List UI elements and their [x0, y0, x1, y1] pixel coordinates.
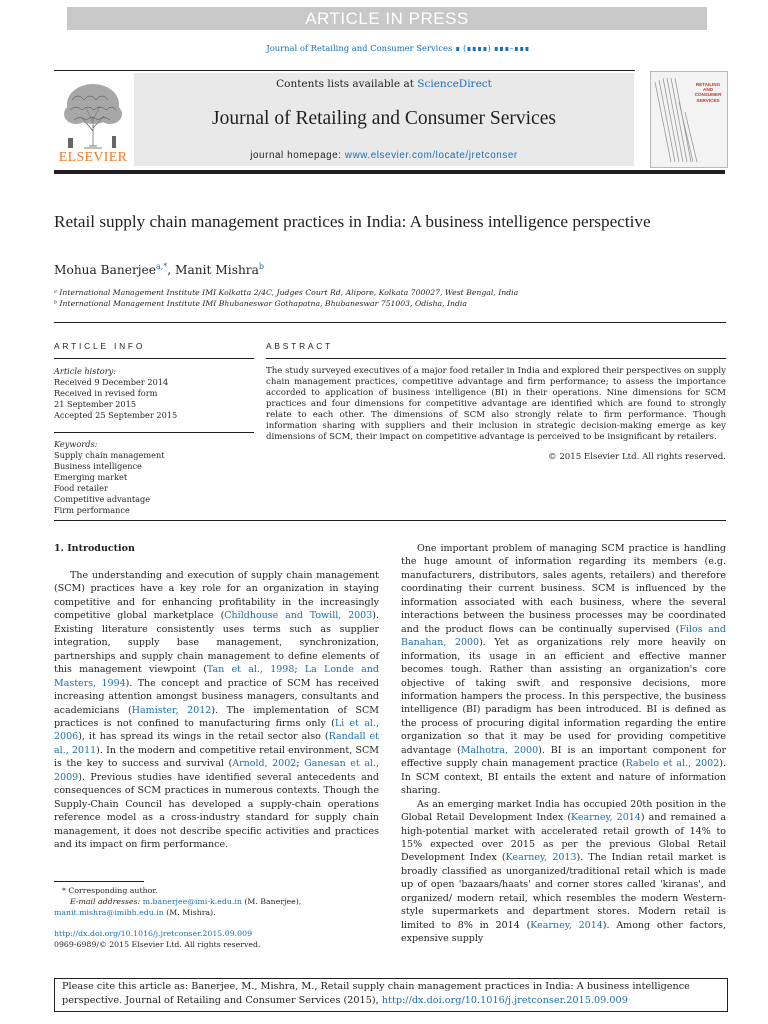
email-line [54, 908, 384, 919]
abstract-copyright: © 2015 Elsevier Ltd. All rights reserved. [548, 452, 726, 462]
citation-doi-link[interactable]: http://dx.doi.org/10.1016/j.jretconser.2015.09.009 [381, 994, 628, 1006]
keywords-list [54, 439, 254, 516]
text-run: ) and remained a high-potential market with accelerated retail growth of 14% to 15% expected over 2015 as per the previous Global Retail Development Index ( [401, 812, 726, 864]
text-run: ). The implementation of SCM practices is not confined to manufacturing firms only ( [54, 704, 380, 729]
article-title: Retail supply chain management practices in India: A business intelligence perspective [54, 212, 651, 231]
text-run: ). Previous studies have identified several antecedents and consequences of SCM practices in numerous contexts. Though the Supply-Chain Council has developed a supply-chain operations reference model as a cross-industry standard for supply chain management, it does not describe specific activities and practices and its impact on firm performance. [54, 771, 379, 851]
corresponding-author-note: * Corresponding author. [62, 886, 158, 895]
citation-link[interactable]: Kearney, 2014 [571, 812, 641, 824]
elsevier-wordmark: ELSEVIER [58, 150, 128, 165]
citation-link[interactable]: Hamister, 2012 [131, 704, 212, 716]
history-item: 21 September 2015 [54, 399, 137, 409]
text-run: ), it has spread its wings in the retail sector also ( [78, 731, 329, 743]
text-run: ). Among other factors, expensive supply [401, 919, 726, 945]
email-line [54, 897, 384, 908]
author-name: Manit Mishra [175, 263, 259, 277]
keyword-item: Competitive advantage [54, 494, 151, 504]
rule-abstract-heading [266, 358, 726, 359]
email-owner: (M. Mishra). [163, 907, 216, 917]
journal-title: Journal of Retailing and Consumer Services [212, 108, 556, 129]
affiliation-b: ᵇ International Management Institute IMI Bhubaneswar Gothapatna, Bhubaneswar 751003, Odisha, India [54, 299, 467, 308]
paragraph [401, 542, 726, 798]
author-separator: , [167, 263, 176, 277]
paragraph [401, 798, 726, 946]
history-item: Received 9 December 2014 [54, 377, 169, 387]
citation-link[interactable]: Arnold, 2002 [232, 758, 297, 770]
keywords-label: Keywords: [54, 439, 98, 449]
abstract-text: The study surveyed executives of a major food retailer in India and explored their perspectives on supply chain management practices, competitive advantage and firm performance; to assess the importance accorded to application of business intelligence (BI) in their operations. Nine dimensions for SCM practices and four dimensions for competitive advantage are identified which are found to strongly relate to each other. The dimensions of SCM also strongly relate to firm performance. Though information sharing with suppliers and their inclusion in strategic decision-making emerge as key dimensions of SCM, their impact on competitive advantage is perceived to be insignificant by retailers. [266, 366, 726, 443]
citation-box [54, 978, 728, 1012]
citation-link[interactable]: Tan et al., 1998 [206, 664, 295, 676]
sciencedirect-link[interactable]: ScienceDirect [417, 78, 492, 90]
email-link[interactable]: m.banerjee@imi-k.edu.in [142, 896, 242, 906]
paragraph [54, 569, 379, 852]
homepage-prefix: journal homepage: [250, 150, 345, 161]
history-label: Article history: [54, 366, 116, 376]
header-rule-bottom [54, 170, 725, 174]
contents-available-line [134, 78, 634, 90]
email-owner: (M. Banerjee), [241, 896, 302, 906]
text-run: ; [296, 758, 305, 770]
text-run: ). The concept and practice of SCM has received increasing attention amongst business managers, consultants and academicians ( [54, 677, 379, 716]
citation-text: Please cite this article as: Banerjee, M., Mishra, M., Retail supply chain management practices in India: A business intelligence perspective. Journal of Retailing and Consumer Services (2015), [62, 981, 690, 1006]
text-run: ; [294, 664, 305, 676]
citation-link[interactable]: Childhouse and Towill, 2003 [224, 610, 373, 622]
author-list [54, 262, 264, 277]
citation-link[interactable]: Li et al., 2006 [54, 717, 379, 743]
keyword-item: Firm performance [54, 505, 130, 515]
body-column-right [401, 542, 726, 946]
citation-link[interactable]: Filos and Banahan, 2000 [401, 623, 726, 649]
history-item: Received in revised form [54, 388, 158, 398]
citation-link[interactable]: Kearney, 2013 [505, 852, 577, 864]
author-affiliation-mark[interactable]: b [258, 262, 265, 271]
text-run: ). Existing literature consistently uses terms such as supplier integration, supply base management, synchronization, partnerships and supply chain management to define elements of this management viewpoint ( [54, 610, 379, 676]
keyword-item: Food retailer [54, 483, 108, 493]
issn-line: 0969-6989/© 2015 Elsevier Ltd. All rights reserved. [54, 939, 261, 949]
citation-link[interactable]: Randall et al., 2011 [54, 731, 379, 756]
text-run: ). In SCM context, BI entails the extent and nature of information sharing. [401, 758, 726, 797]
email-link[interactable]: manit.mishra@imibh.edu.in [54, 907, 164, 917]
body-column-left [54, 569, 379, 852]
article-info-heading: ARTICLE INFO [54, 341, 146, 351]
citation-link[interactable]: Rabelo et al., 2002 [625, 758, 720, 770]
article-in-press-banner: ARTICLE IN PRESS [67, 7, 707, 30]
keyword-item: Emerging market [54, 472, 128, 482]
rule-between-history-keywords [54, 432, 254, 433]
text-run: ). BI is an important component for effective supply chain management practice ( [401, 744, 726, 770]
article-history [54, 366, 254, 421]
history-item: Accepted 25 September 2015 [54, 410, 178, 420]
abstract-heading: ABSTRACT [266, 341, 334, 351]
citation-link[interactable]: Ganesan et al., 2009 [54, 758, 380, 783]
text-run: ). The Indian retail market is broadly classified as unorganized/traditional retail which is made up of open 'bazaars/haats' and corner stores called 'kiranas', and organized/ modern retail, which resembles the modern Western-style supermarkets and department stores. Modern retail is limited to 8% in 2014 ( [401, 852, 726, 931]
header-rule-top [54, 70, 635, 71]
contents-prefix: Contents lists available at [276, 78, 418, 90]
rule-info-heading [54, 358, 254, 359]
journal-cover-thumbnail [650, 71, 728, 168]
text-run: ). In the modern and competitive retail environment, SCM is the key to success and survival ( [54, 744, 379, 770]
author-affiliation-mark[interactable]: a,* [155, 262, 168, 271]
doi-link[interactable]: http://dx.doi.org/10.1016/j.jretconser.2015.09.009 [54, 929, 253, 938]
rule-above-info [54, 322, 726, 323]
citation-link[interactable]: Kearney, 2014 [530, 919, 603, 931]
footnote-rule [54, 881, 144, 882]
affiliation-a: ᵃ International Management Institute IMI Kolkatta 2/4C, Judges Court Rd, Alipore, Kolkata 700027, West Bengal, India [54, 288, 519, 297]
journal-reference-link[interactable]: Journal of Retailing and Consumer Services ∎ (∎∎∎∎) ∎∎∎–∎∎∎ [266, 43, 530, 53]
text-run: One important problem of managing SCM practice is handling the huge amount of information regarding its members (e.g. manufacturers, distributors, sales agents, retailers) and therefore coordinating their current business. SCM is influenced by the information associated with each business, where the several interactions between the business processes may be coordinated and the product flows can be continually supervised ( [401, 543, 726, 635]
rule-below-abstract [54, 520, 726, 521]
journal-homepage-line [134, 150, 634, 161]
citation-link[interactable]: Malhotra, 2000 [460, 744, 539, 756]
doi-block [54, 929, 260, 951]
text-run: ). Yet as organizations rely more heavily on information, its usage in an efficient and effective manner becomes tough. Rather than assisting an organization's core objective of taking swift and responsive decisions, more information hampers the process. In this perspective, the business intelligence (BI) paradigm has been introduced. BI is defined as the process of procuring digital information regarding the entire organization so that it may be used for providing competitive advantage ( [401, 637, 726, 756]
text-run: As an emerging market India has occupied 20th position in the Global Retail Development Index ( [401, 798, 726, 824]
keyword-item: Business intelligence [54, 461, 142, 471]
homepage-url-link[interactable]: www.elsevier.com/locate/jretconser [344, 150, 518, 161]
section-heading-introduction: 1. Introduction [54, 543, 135, 554]
email-label: E-mail addresses: [70, 896, 143, 906]
author-name: Mohua Banerjee [54, 263, 156, 277]
cover-title: RETAILING AND CONSUMER SERVICES [694, 82, 722, 103]
keyword-item: Supply chain management [54, 450, 165, 460]
footnotes [54, 886, 384, 918]
citation-link[interactable]: La Londe and Masters, 1994 [54, 664, 379, 689]
text-run: The understanding and execution of supply chain management (SCM) practices have a key role for an organization in staying competitive and for enhancing profitability in the increasingly competitive global marketplace ( [54, 570, 379, 622]
